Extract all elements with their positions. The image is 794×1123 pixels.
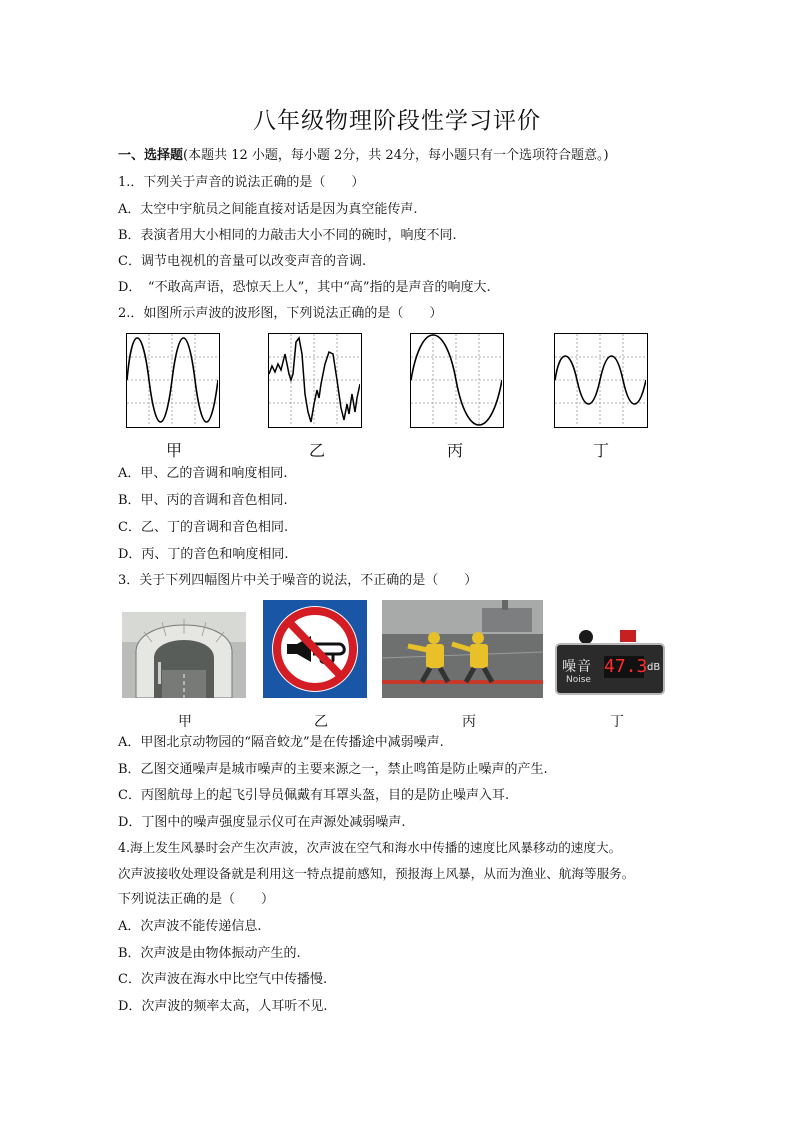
q3-option-b: B．乙图交通噪声是城市噪声的主要来源之一，禁止鸣笛是防止噪声的产生. xyxy=(118,762,548,777)
q3-option-d: D．丁图中的噪声强度显示仪可在声源处减弱噪声. xyxy=(118,815,406,830)
waveform-ding xyxy=(554,333,648,428)
q2-option-d: D．丙、丁的音色和响度相同. xyxy=(118,547,289,562)
q1-option-b: B．表演者用大小相同的力敲击大小不同的碗时，响度不同. xyxy=(118,228,457,243)
section-heading-bold: 一、选择题 xyxy=(118,148,184,163)
q4-stem-line-1: 4.海上发生风暴时会产生次声波，次声波在空气和海水中传播的速度比风暴移动的速度大。 xyxy=(118,840,622,855)
photo-label-ding: 丁 xyxy=(610,714,624,730)
q2-stem: 2.．如图所示声波的波形图，下列说法正确的是（ ） xyxy=(118,306,443,321)
q4-option-c: C．次声波在海水中比空气中传播慢. xyxy=(118,972,328,987)
wave-label-jia: 甲 xyxy=(166,441,183,460)
q4-option-d: D．次声波的频率太高，人耳听不见. xyxy=(118,999,328,1014)
photo-label-jia: 甲 xyxy=(178,714,192,730)
meter-reading: 47.3 xyxy=(604,656,648,677)
waveform-jia xyxy=(126,333,220,428)
q1-option-a: A．太空中宇航员之间能直接对话是因为真空能传声. xyxy=(118,202,418,217)
photo-sound-barrier xyxy=(122,612,246,698)
q2-option-b: B．甲、丙的音调和音色相同. xyxy=(118,493,288,508)
wave-label-yi: 乙 xyxy=(309,441,326,460)
meter-unit: dB xyxy=(647,662,661,673)
photo-label-bing: 丙 xyxy=(462,714,476,730)
q1-stem: 1.．下列关于声音的说法正确的是（ ） xyxy=(118,175,365,190)
q2-option-a: A．甲、乙的音调和响度相同. xyxy=(118,466,288,481)
q3-option-a: A．甲图北京动物园的“隔音蛟龙”是在传播途中减弱噪声. xyxy=(118,735,444,750)
meter-label-cn: 噪音 xyxy=(562,659,592,675)
q1-option-d: D． “不敢高声语，恐惊天上人”，其中“高”指的是声音的响度大. xyxy=(118,280,491,295)
q4-stem-line-3: 下列说法正确的是（ ） xyxy=(118,892,275,907)
photo-no-horn-sign xyxy=(263,600,367,698)
waveform-yi xyxy=(268,333,362,428)
q3-option-c: C．丙图航母上的起飞引导员佩戴有耳罩头盔，目的是防止噪声入耳. xyxy=(118,788,510,803)
section-heading xyxy=(118,148,609,164)
section-note: (本题共 12 小题，每小题 2分，共 24分，每小题只有一个选项符合题意。) xyxy=(183,148,609,163)
q4-option-a: A．次声波不能传递信息. xyxy=(118,919,262,934)
q3-stem: 3．关于下列四幅图片中关于噪音的说法，不正确的是（ ） xyxy=(118,573,478,588)
meter-label-en: Noise xyxy=(566,675,591,685)
photo-carrier-deck-crew xyxy=(382,600,543,698)
wave-label-bing: 丙 xyxy=(447,441,464,460)
page-title: 八年级物理阶段性学习评价 xyxy=(253,108,541,134)
wave-label-ding: 丁 xyxy=(593,441,610,460)
q1-option-c: C．调节电视机的音量可以改变声音的音调. xyxy=(118,254,367,269)
photo-label-yi: 乙 xyxy=(314,714,328,730)
q4-stem-line-2: 次声波接收处理设备就是利用这一特点提前感知，预报海上风暴，从而为渔业、航海等服务。 xyxy=(118,866,635,881)
q2-option-c: C．乙、丁的音调和音色相同. xyxy=(118,520,289,535)
q4-option-b: B．次声波是由物体振动产生的. xyxy=(118,946,301,961)
waveform-bing xyxy=(410,333,504,428)
